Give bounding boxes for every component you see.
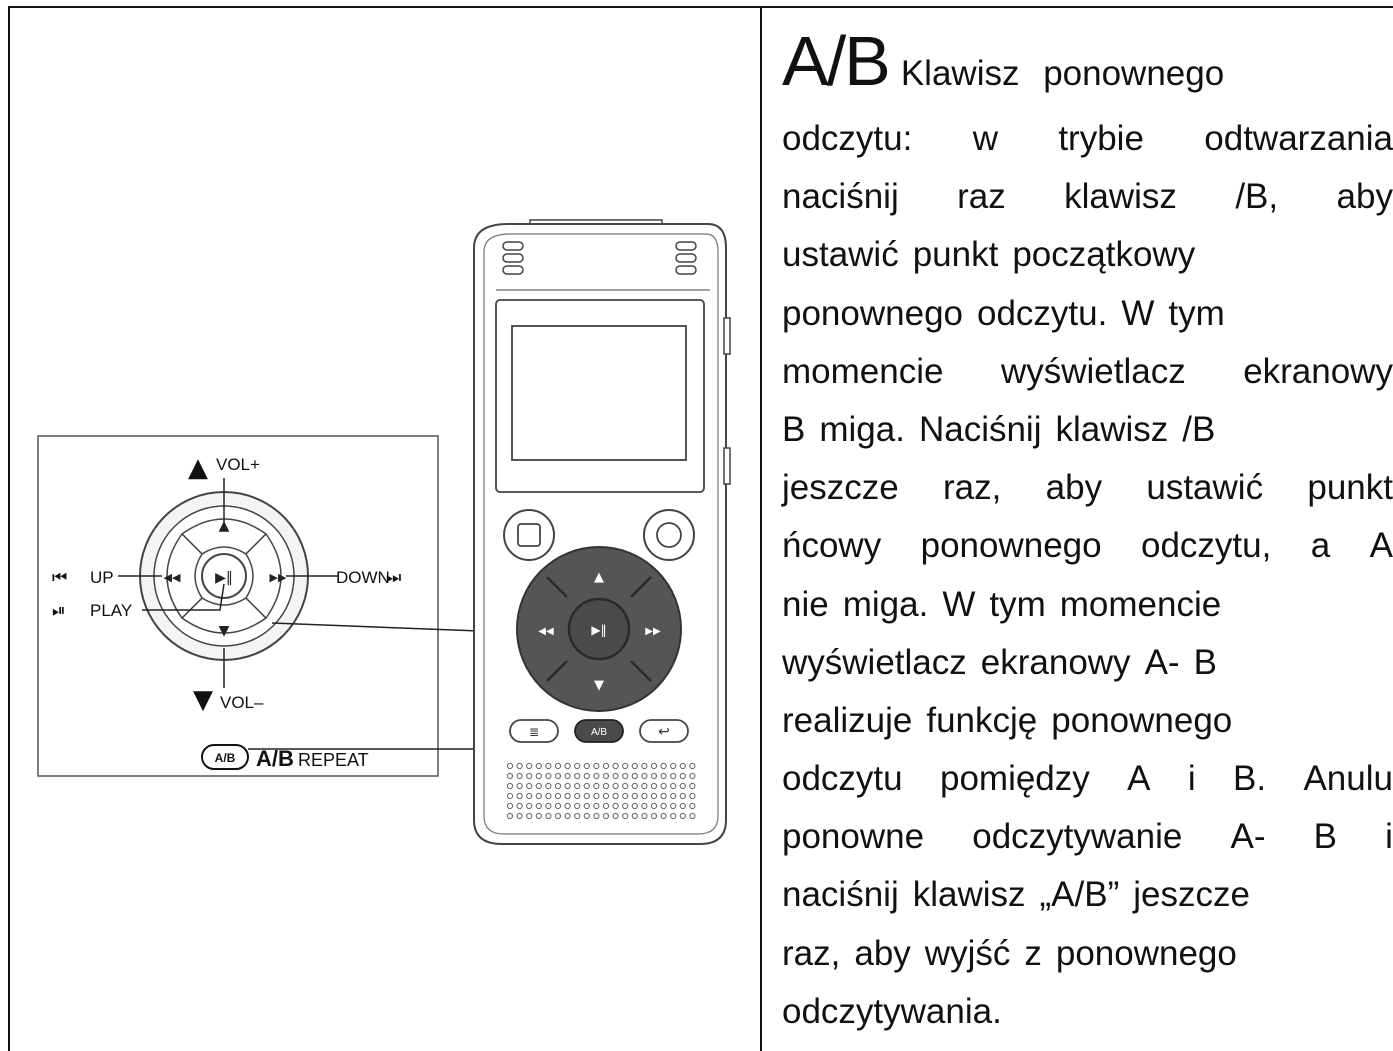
speaker-hole (555, 773, 560, 778)
speaker-hole (632, 793, 637, 798)
speaker-hole (546, 813, 551, 818)
text-word: B (1313, 817, 1338, 857)
speaker-hole (632, 773, 637, 778)
text-word: B. (1233, 759, 1267, 799)
speaker-hole (613, 763, 618, 768)
text-word: naciśnij (782, 177, 899, 217)
text-word: aby (1336, 177, 1393, 217)
speaker-hole (565, 813, 570, 818)
speaker-hole (603, 763, 608, 768)
speaker-hole (632, 813, 637, 818)
speaker-hole (651, 783, 656, 788)
recorder-illustration (10, 8, 760, 1045)
speaker-hole (594, 813, 599, 818)
text-word: z (1024, 933, 1042, 973)
text-line (782, 866, 1393, 924)
text-word: klawisz (1064, 177, 1177, 217)
text-line (782, 808, 1393, 866)
text-word: A (1127, 759, 1151, 799)
text-word: nie (782, 584, 829, 624)
speaker-hole (507, 793, 512, 798)
speaker-hole (642, 813, 647, 818)
speaker-hole (546, 763, 551, 768)
speaker-hole (507, 773, 512, 778)
text-line (782, 110, 1393, 168)
record-icon (657, 523, 681, 547)
play-pause-icon: ⏯ (52, 601, 66, 621)
speaker-hole (623, 793, 628, 798)
text-word: wyjść (924, 933, 1011, 973)
text-word: A- (1144, 642, 1180, 682)
speaker-hole (555, 813, 560, 818)
recorder-device (474, 220, 730, 844)
speaker-hole (594, 783, 599, 788)
device-up-arrow-icon: ▲ (594, 570, 604, 585)
text-word: „A/B” (1039, 875, 1120, 915)
speaker-hole (555, 793, 560, 798)
device-screen (512, 326, 686, 460)
speaker-hole (690, 773, 695, 778)
speaker-hole (517, 783, 522, 788)
speaker-hole (584, 773, 589, 778)
speaker-hole (536, 783, 541, 788)
text-line (782, 517, 1393, 575)
speaker-hole (517, 793, 522, 798)
repeat-label: REPEAT (298, 750, 369, 770)
speaker-hole (555, 783, 560, 788)
speaker-hole (651, 803, 656, 808)
speaker-hole (603, 813, 608, 818)
text-word: B (782, 409, 806, 449)
speaker-hole (661, 813, 666, 818)
device-down-arrow-icon: ▼ (594, 678, 604, 693)
speaker-hole (690, 783, 695, 788)
description-text (782, 110, 1393, 1041)
text-word: wyświetlacz (1000, 351, 1186, 391)
speaker-hole (565, 793, 570, 798)
text-word: ponownego (920, 526, 1102, 566)
text-word: ponowne (782, 817, 925, 857)
speaker-hole (507, 763, 512, 768)
speaker-hole (527, 763, 532, 768)
text-word: W (942, 584, 976, 624)
speaker-hole (575, 783, 580, 788)
speaker-hole (527, 803, 532, 808)
text-line (782, 925, 1393, 983)
device-next-icon: ▶▶ (645, 626, 661, 637)
text-word: B (1193, 642, 1217, 682)
speaker-hole (517, 813, 522, 818)
speaker-hole (565, 763, 570, 768)
text-word: ustawić (782, 235, 899, 275)
device-ab-key-label: A/B (590, 727, 608, 738)
speaker-hole (651, 813, 656, 818)
speaker-hole (613, 793, 618, 798)
text-word: A- (1230, 817, 1266, 857)
speaker-hole (565, 783, 570, 788)
menu-key-icon: ≣ (528, 725, 540, 739)
text-word: momencie (1059, 584, 1222, 624)
speaker-hole (671, 763, 676, 768)
text-word: aby (854, 933, 911, 973)
speaker-hole (680, 813, 685, 818)
speaker-hole (642, 773, 647, 778)
speaker-hole (575, 763, 580, 768)
speaker-hole (507, 783, 512, 788)
speaker-hole (536, 803, 541, 808)
vol-down-label: VOL– (220, 693, 264, 712)
device-prev-icon: ◀◀ (538, 626, 554, 637)
text-word: odczytywania. (782, 991, 1002, 1031)
text-word: odczytu. (977, 293, 1108, 333)
speaker-hole (594, 793, 599, 798)
text-word: miga. (842, 584, 929, 624)
text-word: tym (989, 584, 1046, 624)
speaker-hole (680, 773, 685, 778)
speaker-hole (594, 803, 599, 808)
speaker-hole (575, 803, 580, 808)
vol-up-arrow-icon: ▲ (188, 453, 208, 483)
text-line (782, 168, 1393, 226)
text-word: ponownego (1055, 933, 1237, 973)
text-word: jeszcze (782, 468, 899, 508)
text-word: odczytywanie (972, 817, 1183, 857)
speaker-hole (661, 763, 666, 768)
speaker-hole (642, 803, 647, 808)
speaker-hole (680, 783, 685, 788)
text-word: odczytu: (782, 119, 913, 158)
speaker-hole (527, 813, 532, 818)
speaker-hole (527, 793, 532, 798)
text-word: W (1121, 293, 1155, 333)
speaker-hole (584, 813, 589, 818)
text-line (782, 226, 1393, 284)
back-key-icon: ↩ (658, 724, 670, 740)
text-line (782, 634, 1393, 692)
down-next-icon: ⏭ (386, 568, 402, 588)
ab-key-label: A/B (214, 751, 236, 765)
text-word: początkowy (1012, 235, 1196, 275)
text-word: /B, (1235, 177, 1279, 217)
speaker-hole (680, 793, 685, 798)
speaker-hole (671, 813, 676, 818)
text-line (782, 401, 1393, 459)
speaker-hole (623, 773, 628, 778)
speaker-hole (507, 803, 512, 808)
text-word: miga. (819, 409, 905, 449)
speaker-hole (536, 763, 541, 768)
speaker-hole (651, 773, 656, 778)
text-word: funkcję (926, 700, 1038, 740)
text-word: ekranowy (980, 642, 1131, 682)
text-word: klawisz (912, 875, 1026, 915)
text-word: odczytu, (1141, 526, 1272, 566)
device-play-pause-icon: ▶‖ (591, 623, 607, 637)
speaker-hole (613, 813, 618, 818)
speaker-hole (661, 803, 666, 808)
text-word: ponownego (1051, 700, 1233, 740)
speaker-hole (527, 773, 532, 778)
speaker-hole (613, 783, 618, 788)
speaker-hole (517, 803, 522, 808)
speaker-hole (584, 803, 589, 808)
speaker-hole (632, 803, 637, 808)
text-word: A (1369, 526, 1393, 566)
speaker-hole (546, 773, 551, 778)
speaker-hole (584, 763, 589, 768)
speaker-hole (546, 803, 551, 808)
speaker-hole (690, 803, 695, 808)
callout-up-arrow-icon: ▲ (218, 518, 230, 534)
heading-key-name: A/B (782, 22, 889, 100)
callout-play-pause-icon: ▶‖ (215, 570, 233, 586)
text-word: momencie (782, 351, 944, 391)
speaker-hole (536, 793, 541, 798)
speaker-hole (527, 783, 532, 788)
speaker-hole (623, 803, 628, 808)
vol-up-label: VOL+ (216, 455, 260, 474)
speaker-hole (603, 773, 608, 778)
speaker-hole (680, 763, 685, 768)
speaker-hole (623, 763, 628, 768)
text-word: wyświetlacz (782, 642, 967, 682)
text-word: punkt (1307, 468, 1393, 508)
text-word: jeszcze (1133, 875, 1250, 915)
text-word: klawisz (1055, 409, 1169, 449)
speaker-hole (671, 803, 676, 808)
speaker-hole (603, 783, 608, 788)
speaker-hole (517, 763, 522, 768)
text-line (782, 576, 1393, 634)
text-line (782, 983, 1393, 1041)
speaker-hole (623, 783, 628, 788)
text-word: tym (1168, 293, 1225, 333)
speaker-hole (651, 763, 656, 768)
text-word: raz, (943, 468, 1002, 508)
text-line (782, 750, 1393, 808)
text-line (782, 343, 1393, 401)
speaker-hole (594, 763, 599, 768)
speaker-hole (565, 773, 570, 778)
text-word: ustawić (1146, 468, 1264, 508)
callout-down-arrow-icon: ▼ (218, 623, 230, 639)
text-word: pomiędzy (939, 759, 1090, 799)
vol-down-arrow-icon: ▼ (193, 685, 213, 715)
speaker-hole (690, 793, 695, 798)
text-line (782, 459, 1393, 517)
speaker-hole (651, 793, 656, 798)
speaker-hole (661, 773, 666, 778)
ab-repeat-label: A/B (256, 746, 294, 771)
speaker-hole (680, 803, 685, 808)
speaker-hole (536, 813, 541, 818)
speaker-hole (565, 803, 570, 808)
speaker-hole (632, 763, 637, 768)
heading-key-title: Klawisz ponownego (900, 54, 1225, 93)
speaker-hole (613, 803, 618, 808)
speaker-hole (546, 793, 551, 798)
callout-prev-icon: ◀◀ (163, 571, 181, 584)
speaker-hole (671, 783, 676, 788)
up-prev-icon: ⏮ (52, 568, 68, 588)
text-word: naciśnij (782, 875, 899, 915)
text-word: odczytu (782, 759, 903, 799)
speaker-hole (642, 793, 647, 798)
text-line (782, 285, 1393, 343)
description-column (782, 22, 1393, 1041)
down-label: DOWN (336, 568, 390, 587)
play-label: PLAY (90, 601, 133, 620)
text-line (782, 692, 1393, 750)
speaker-hole (690, 763, 695, 768)
speaker-hole (671, 793, 676, 798)
text-word: i (1187, 759, 1196, 799)
speaker-hole (555, 803, 560, 808)
text-word: Naciśnij (918, 409, 1042, 449)
speaker-hole (661, 783, 666, 788)
stop-icon (518, 524, 540, 546)
text-word: ponownego (782, 293, 963, 333)
text-word: raz (957, 177, 1006, 217)
speaker-hole (546, 783, 551, 788)
speaker-hole (671, 773, 676, 778)
column-divider (760, 6, 762, 1051)
text-word: realizuje (782, 700, 913, 740)
speaker-hole (632, 783, 637, 788)
text-word: i (1385, 817, 1393, 857)
speaker-hole (575, 773, 580, 778)
speaker-hole (507, 813, 512, 818)
speaker-hole (594, 773, 599, 778)
speaker-hole (517, 773, 522, 778)
text-word: punkt (912, 235, 999, 275)
speaker-hole (584, 793, 589, 798)
text-word: a (1310, 526, 1331, 566)
speaker-hole (613, 773, 618, 778)
callout-next-icon: ▶▶ (269, 571, 287, 584)
speaker-hole (555, 763, 560, 768)
speaker-hole (623, 813, 628, 818)
speaker-hole (536, 773, 541, 778)
speaker-hole (603, 803, 608, 808)
speaker-hole (575, 813, 580, 818)
text-word: Anulu (1303, 759, 1393, 799)
speaker-hole (584, 783, 589, 788)
speaker-hole (690, 813, 695, 818)
text-word: raz, (782, 933, 841, 973)
text-word: ńcowy (782, 526, 882, 566)
text-word: trybie (1058, 119, 1144, 158)
text-word: odtwarzania (1204, 119, 1393, 158)
speaker-hole (603, 793, 608, 798)
text-word: /B (1182, 409, 1216, 449)
text-word: aby (1045, 468, 1103, 508)
speaker-hole (575, 793, 580, 798)
up-label: UP (90, 568, 114, 587)
text-word: ekranowy (1243, 351, 1393, 391)
text-word: w (972, 119, 998, 158)
section-heading (782, 22, 1393, 100)
speaker-hole (642, 783, 647, 788)
speaker-hole (642, 763, 647, 768)
speaker-hole (661, 793, 666, 798)
